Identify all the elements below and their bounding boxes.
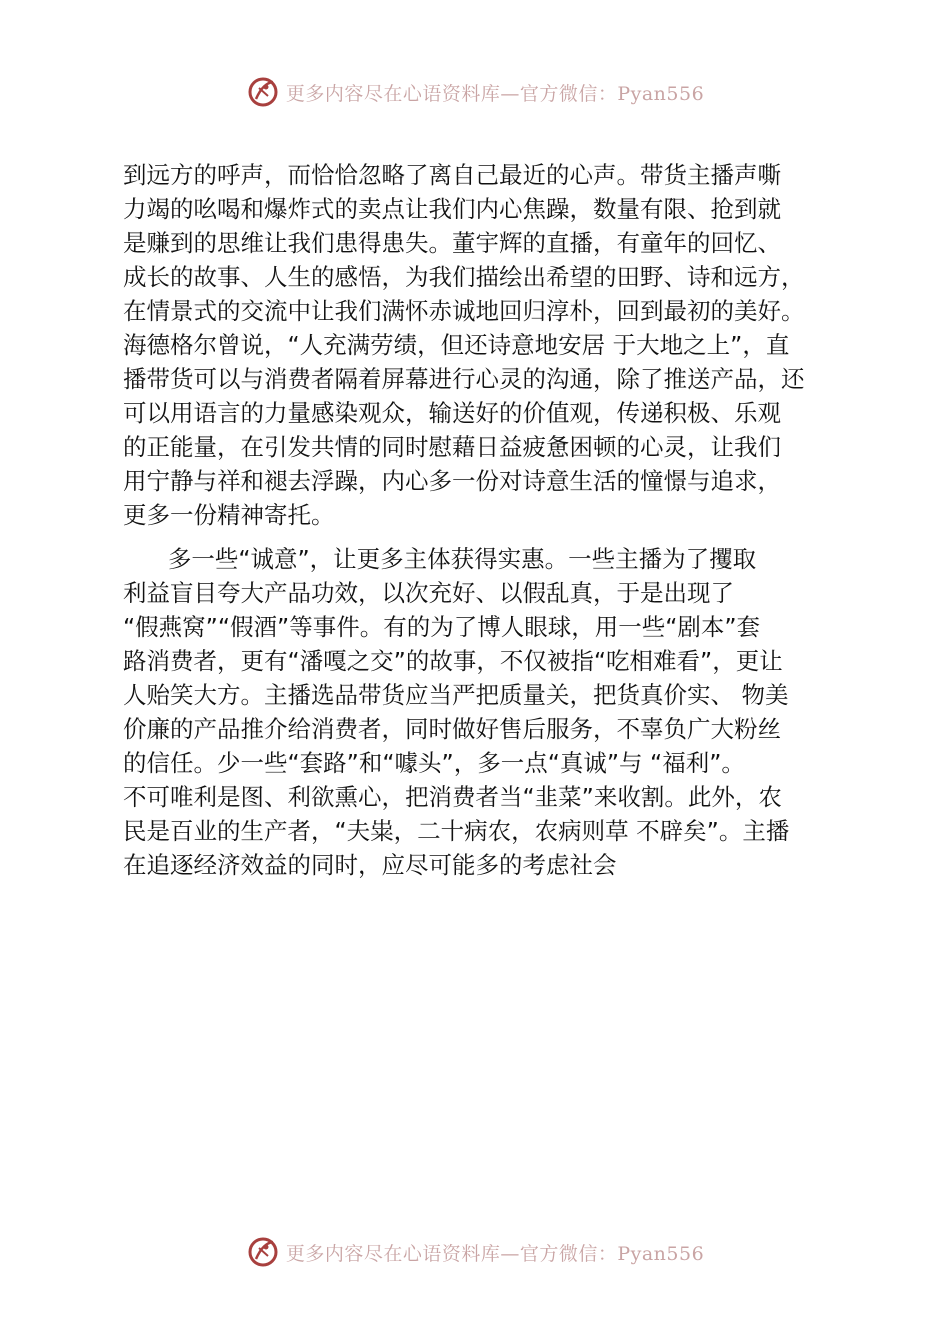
text-line: 利益盲目夸大产品功效，以次充好、以假乱真，于是出现了 (123, 579, 734, 607)
text-line: 的正能量，在引发共情的同时慰藉日益疲惫困顿的心灵，让我们 (123, 433, 781, 461)
text-line: 力竭的吆喝和爆炸式的卖点让我们内心焦躁，数量有限、抢到就 (123, 195, 781, 223)
text-line: 多一些“诚意”，让更多主体获得实惠。一些主播为了攫取 (123, 545, 757, 573)
text-line: 在情景式的交流中让我们满怀赤诚地回归淳朴，回到最初的美好。 (123, 297, 805, 325)
watermark-text: 更多内容尽在心语资料库—官方微信：Pyan556 (285, 1242, 705, 1265)
header-watermark (0, 72, 950, 112)
text-line: 价廉的产品推介给消费者，同时做好售后服务，不辜负广大粉丝 (123, 715, 781, 743)
footer-watermark (0, 1232, 950, 1272)
text-line: 更多一份精神寄托。 (123, 501, 335, 529)
watermark-text: 更多内容尽在心语资料库—官方微信：Pyan556 (285, 82, 705, 105)
text-line: 人贻笑大方。主播选品带货应当严把质量关，把货真价实、 物美 (123, 681, 789, 709)
text-line: 在追逐经济效益的同时，应尽可能多的考虑社会 (123, 851, 617, 879)
text-line: 路消费者，更有“潘嘎之交”的故事，不仅被指“吃相难看”，更让 (123, 647, 783, 675)
text-line: 到远方的呼声，而恰恰忽略了离自己最近的心声。带货主播声嘶 (123, 161, 781, 189)
text-line: 可以用语言的力量感染观众，输送好的价值观，传递积极、乐观 (123, 399, 781, 427)
text-line: 成长的故事、人生的感悟，为我们描绘出希望的田野、诗和远方， (123, 263, 805, 291)
text-line: 的信任。少一些“套路”和“噱头”，多一点“真诚”与 “福利”。 (123, 749, 745, 777)
text-line: 民是百业的生产者，“夫粜，二十病农，农病则草 不辟矣”。主播 (123, 817, 790, 845)
text-line: 播带货可以与消费者隔着屏幕进行心灵的沟通，除了推送产品，还 (123, 365, 805, 393)
document-body (123, 158, 858, 882)
watermark-logo-icon (246, 1235, 280, 1269)
text-line: “假燕窝”“假酒”等事件。有的为了博人眼球，用一些“剧本”套 (123, 613, 761, 641)
text-line: 是赚到的思维让我们患得患失。董宇辉的直播，有童年的回忆、 (123, 229, 781, 257)
text-line: 用宁静与祥和褪去浮躁，内心多一份对诗意生活的憧憬与追求， (123, 467, 781, 495)
text-line: 海德格尔曾说，“人充满劳绩，但还诗意地安居 于大地之上”，直 (123, 331, 790, 359)
text-line: 不可唯利是图、利欲熏心，把消费者当“韭菜”来收割。此外，农 (123, 783, 782, 811)
paragraph-2 (123, 542, 858, 882)
watermark-logo-icon (246, 75, 280, 109)
paragraph-1 (123, 158, 858, 532)
